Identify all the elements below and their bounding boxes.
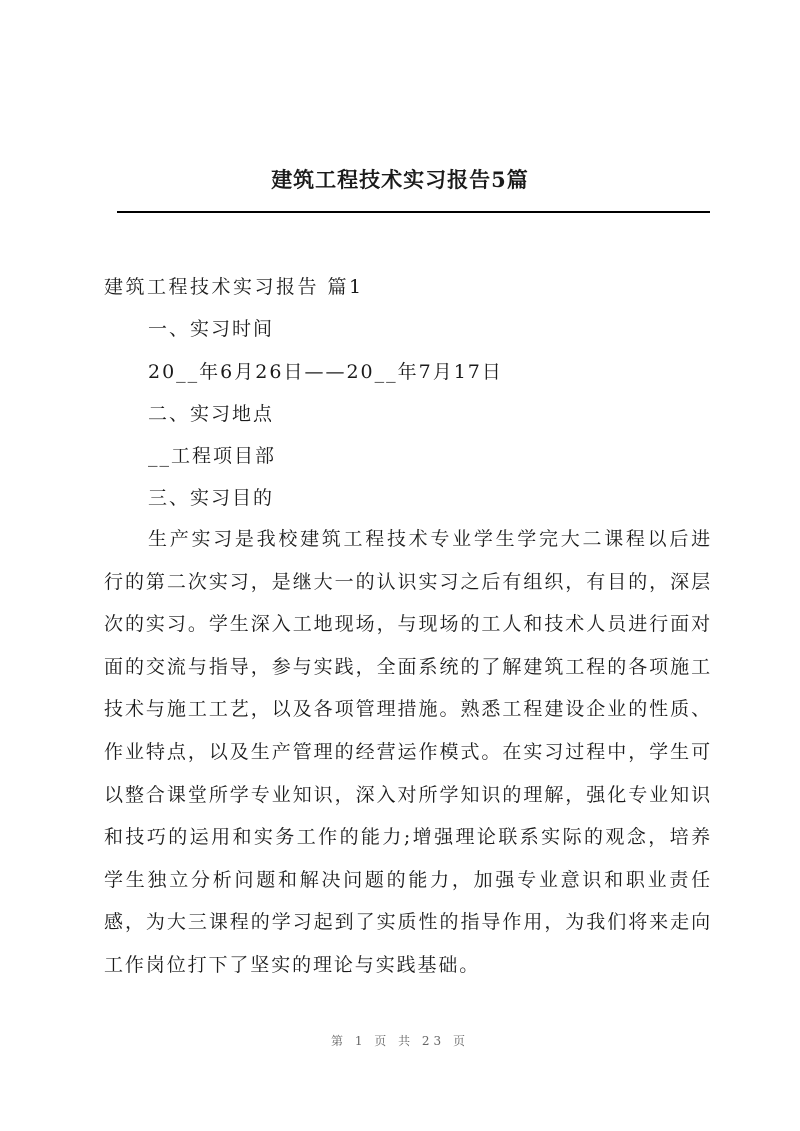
section-heading: 建筑工程技术实习报告 篇1 [104,276,364,298]
heading-internship-location: 二、实习地点 [148,403,275,425]
internship-time-value: 20__年6月26日——20__年7月17日 [148,361,503,383]
internship-location-value: __工程项目部 [148,445,277,467]
page-footer: 第 1 页 共 23 页 [331,1034,469,1048]
title-divider [117,211,710,213]
heading-internship-purpose: 三、实习目的 [148,487,275,509]
purpose-paragraph: 生产实习是我校建筑工程技术专业学生学完大二课程以后进行的第二次实习，是继大一的认识实习之后有组织，有目的，深层次的实习。学生深入工地现场，与现场的工人和技术人员进行面对面的交流与指导，参与实践，全面系统的了解建筑工程的各项施工技术与施工工艺，以及各项管理措施。熟悉工程建设企业的性质、作业特点，以及生产管理的经营运作模式。在实习过程中，学生可以整合课堂所学专业知识，深入对所学知识的理解，强化专业知识和技巧的运用和实务工作的能力;增强理论联系实际的观念，培养学生独立分析问题和解决问题的能力，加强专业意识和职业责任感，为大三课程的学习起到了实质性的指导作用，为我们将来走向工作岗位打下了坚实的理论与实践基础。 [104,528,712,976]
heading-internship-time: 一、实习时间 [148,318,275,340]
document-title: 建筑工程技术实习报告5篇 [271,167,529,192]
